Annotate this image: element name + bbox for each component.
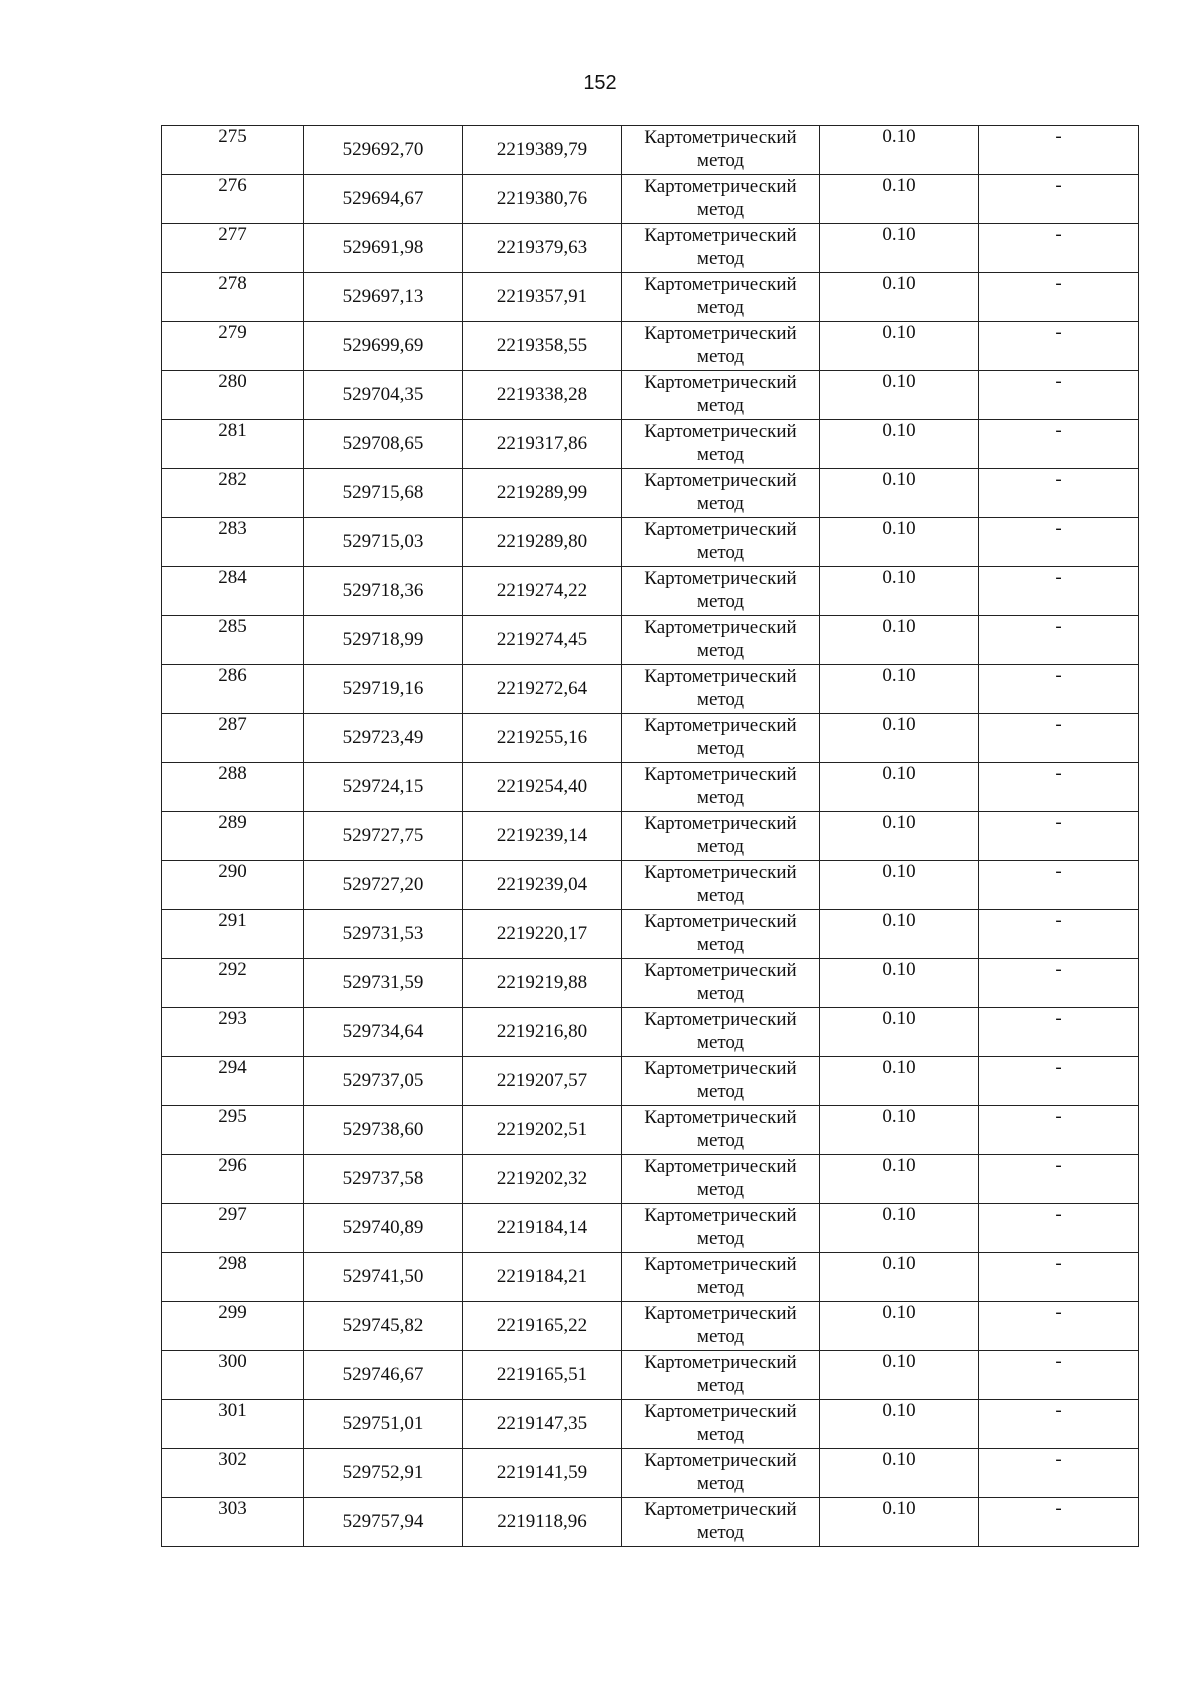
method-line-1: Картометрический	[644, 519, 797, 540]
method-line-2: метод	[696, 199, 745, 220]
point-number-cell: 292	[162, 959, 304, 1008]
method-line-2: метод	[696, 1473, 745, 1494]
method-line-2: метод	[696, 1032, 745, 1053]
note-cell: -	[979, 1449, 1139, 1498]
y-coordinate-cell: 2219358,55	[463, 322, 622, 371]
method-line-1: Картометрический	[644, 1254, 797, 1275]
x-coordinate-cell: 529715,03	[304, 518, 463, 567]
table-row	[162, 1106, 1139, 1155]
y-coordinate-cell: 2219274,45	[463, 616, 622, 665]
x-coordinate-cell: 529737,58	[304, 1155, 463, 1204]
method-cell	[622, 567, 820, 616]
method-line-2: метод	[696, 1081, 745, 1102]
y-coordinate-cell: 2219254,40	[463, 763, 622, 812]
method-line-2: метод	[696, 542, 745, 563]
x-coordinate-cell: 529745,82	[304, 1302, 463, 1351]
point-number-cell: 277	[162, 224, 304, 273]
method-line-2: метод	[696, 150, 745, 171]
method-line-2: метод	[696, 836, 745, 857]
point-number-cell: 283	[162, 518, 304, 567]
note-cell: -	[979, 1008, 1139, 1057]
method-cell	[622, 518, 820, 567]
accuracy-cell: 0.10	[820, 1498, 979, 1547]
x-coordinate-cell: 529694,67	[304, 175, 463, 224]
note-cell: -	[979, 420, 1139, 469]
method-line-1: Картометрический	[644, 1058, 797, 1079]
method-line-2: метод	[696, 1179, 745, 1200]
method-cell	[622, 861, 820, 910]
method-line-1: Картометрический	[644, 127, 797, 148]
accuracy-cell: 0.10	[820, 763, 979, 812]
x-coordinate-cell: 529727,75	[304, 812, 463, 861]
method-cell	[622, 1449, 820, 1498]
x-coordinate-cell: 529723,49	[304, 714, 463, 763]
method-line-1: Картометрический	[644, 1352, 797, 1373]
method-cell	[622, 959, 820, 1008]
table-row	[162, 1302, 1139, 1351]
point-number-cell: 300	[162, 1351, 304, 1400]
x-coordinate-cell: 529692,70	[304, 126, 463, 175]
method-line-1: Картометрический	[644, 1205, 797, 1226]
method-line-2: метод	[696, 738, 745, 759]
point-number-cell: 286	[162, 665, 304, 714]
table-row	[162, 616, 1139, 665]
x-coordinate-cell: 529697,13	[304, 273, 463, 322]
y-coordinate-cell: 2219207,57	[463, 1057, 622, 1106]
y-coordinate-cell: 2219216,80	[463, 1008, 622, 1057]
accuracy-cell: 0.10	[820, 1057, 979, 1106]
method-cell	[622, 322, 820, 371]
method-cell	[622, 1057, 820, 1106]
method-cell	[622, 1400, 820, 1449]
y-coordinate-cell: 2219141,59	[463, 1449, 622, 1498]
point-number-cell: 296	[162, 1155, 304, 1204]
note-cell: -	[979, 812, 1139, 861]
y-coordinate-cell: 2219184,21	[463, 1253, 622, 1302]
method-cell	[622, 1106, 820, 1155]
table-row	[162, 1498, 1139, 1547]
accuracy-cell: 0.10	[820, 1155, 979, 1204]
point-number-cell: 302	[162, 1449, 304, 1498]
y-coordinate-cell: 2219147,35	[463, 1400, 622, 1449]
method-line-2: метод	[696, 885, 745, 906]
x-coordinate-cell: 529731,59	[304, 959, 463, 1008]
method-cell	[622, 1498, 820, 1547]
table-row	[162, 1400, 1139, 1449]
note-cell: -	[979, 1155, 1139, 1204]
y-coordinate-cell: 2219239,04	[463, 861, 622, 910]
method-line-1: Картометрический	[644, 372, 797, 393]
note-cell: -	[979, 1204, 1139, 1253]
table-row	[162, 175, 1139, 224]
accuracy-cell: 0.10	[820, 1351, 979, 1400]
table-row	[162, 1449, 1139, 1498]
method-line-1: Картометрический	[644, 617, 797, 638]
method-line-2: метод	[696, 934, 745, 955]
accuracy-cell: 0.10	[820, 1008, 979, 1057]
x-coordinate-cell: 529731,53	[304, 910, 463, 959]
table-row	[162, 224, 1139, 273]
method-line-1: Картометрический	[644, 225, 797, 246]
point-number-cell: 279	[162, 322, 304, 371]
point-number-cell: 280	[162, 371, 304, 420]
method-line-2: метод	[696, 346, 745, 367]
method-cell	[622, 1351, 820, 1400]
x-coordinate-cell: 529724,15	[304, 763, 463, 812]
accuracy-cell: 0.10	[820, 1302, 979, 1351]
method-cell	[622, 1204, 820, 1253]
coordinates-table	[161, 125, 1139, 1547]
method-cell	[622, 665, 820, 714]
accuracy-cell: 0.10	[820, 371, 979, 420]
method-line-2: метод	[696, 493, 745, 514]
point-number-cell: 287	[162, 714, 304, 763]
method-cell	[622, 469, 820, 518]
x-coordinate-cell: 529715,68	[304, 469, 463, 518]
table-row	[162, 1008, 1139, 1057]
point-number-cell: 278	[162, 273, 304, 322]
note-cell: -	[979, 1057, 1139, 1106]
note-cell: -	[979, 175, 1139, 224]
accuracy-cell: 0.10	[820, 420, 979, 469]
method-line-1: Картометрический	[644, 274, 797, 295]
x-coordinate-cell: 529752,91	[304, 1449, 463, 1498]
note-cell: -	[979, 1498, 1139, 1547]
table-row	[162, 273, 1139, 322]
point-number-cell: 282	[162, 469, 304, 518]
table-row	[162, 1253, 1139, 1302]
table-row	[162, 812, 1139, 861]
y-coordinate-cell: 2219255,16	[463, 714, 622, 763]
x-coordinate-cell: 529719,16	[304, 665, 463, 714]
accuracy-cell: 0.10	[820, 959, 979, 1008]
note-cell: -	[979, 959, 1139, 1008]
method-line-1: Картометрический	[644, 176, 797, 197]
table-row	[162, 420, 1139, 469]
table-row	[162, 763, 1139, 812]
y-coordinate-cell: 2219202,32	[463, 1155, 622, 1204]
y-coordinate-cell: 2219274,22	[463, 567, 622, 616]
x-coordinate-cell: 529746,67	[304, 1351, 463, 1400]
y-coordinate-cell: 2219317,86	[463, 420, 622, 469]
note-cell: -	[979, 763, 1139, 812]
y-coordinate-cell: 2219220,17	[463, 910, 622, 959]
method-cell	[622, 1155, 820, 1204]
method-line-2: метод	[696, 1375, 745, 1396]
table-row	[162, 1204, 1139, 1253]
method-cell	[622, 224, 820, 273]
method-line-2: метод	[696, 297, 745, 318]
method-line-2: метод	[696, 1130, 745, 1151]
accuracy-cell: 0.10	[820, 224, 979, 273]
x-coordinate-cell: 529708,65	[304, 420, 463, 469]
y-coordinate-cell: 2219389,79	[463, 126, 622, 175]
method-line-1: Картометрический	[644, 1401, 797, 1422]
method-line-2: метод	[696, 591, 745, 612]
y-coordinate-cell: 2219219,88	[463, 959, 622, 1008]
point-number-cell: 298	[162, 1253, 304, 1302]
note-cell: -	[979, 910, 1139, 959]
y-coordinate-cell: 2219202,51	[463, 1106, 622, 1155]
table-row	[162, 861, 1139, 910]
method-cell	[622, 126, 820, 175]
method-cell	[622, 371, 820, 420]
method-line-1: Картометрический	[644, 666, 797, 687]
table-row	[162, 959, 1139, 1008]
point-number-cell: 299	[162, 1302, 304, 1351]
accuracy-cell: 0.10	[820, 616, 979, 665]
x-coordinate-cell: 529738,60	[304, 1106, 463, 1155]
method-line-1: Картометрический	[644, 1009, 797, 1030]
method-line-2: метод	[696, 395, 745, 416]
y-coordinate-cell: 2219272,64	[463, 665, 622, 714]
y-coordinate-cell: 2219165,22	[463, 1302, 622, 1351]
note-cell: -	[979, 1253, 1139, 1302]
accuracy-cell: 0.10	[820, 861, 979, 910]
point-number-cell: 284	[162, 567, 304, 616]
y-coordinate-cell: 2219379,63	[463, 224, 622, 273]
point-number-cell: 297	[162, 1204, 304, 1253]
x-coordinate-cell: 529699,69	[304, 322, 463, 371]
method-line-1: Картометрический	[644, 764, 797, 785]
y-coordinate-cell: 2219239,14	[463, 812, 622, 861]
method-cell	[622, 763, 820, 812]
note-cell: -	[979, 861, 1139, 910]
accuracy-cell: 0.10	[820, 322, 979, 371]
point-number-cell: 291	[162, 910, 304, 959]
y-coordinate-cell: 2219380,76	[463, 175, 622, 224]
method-line-1: Картометрический	[644, 960, 797, 981]
method-cell	[622, 1253, 820, 1302]
note-cell: -	[979, 273, 1139, 322]
note-cell: -	[979, 1351, 1139, 1400]
x-coordinate-cell: 529718,36	[304, 567, 463, 616]
x-coordinate-cell: 529727,20	[304, 861, 463, 910]
note-cell: -	[979, 126, 1139, 175]
table-row	[162, 469, 1139, 518]
y-coordinate-cell: 2219165,51	[463, 1351, 622, 1400]
method-line-1: Картометрический	[644, 813, 797, 834]
method-cell	[622, 910, 820, 959]
point-number-cell: 289	[162, 812, 304, 861]
point-number-cell: 276	[162, 175, 304, 224]
accuracy-cell: 0.10	[820, 1449, 979, 1498]
method-line-1: Картометрический	[644, 421, 797, 442]
point-number-cell: 288	[162, 763, 304, 812]
note-cell: -	[979, 322, 1139, 371]
point-number-cell: 294	[162, 1057, 304, 1106]
x-coordinate-cell: 529740,89	[304, 1204, 463, 1253]
x-coordinate-cell: 529751,01	[304, 1400, 463, 1449]
note-cell: -	[979, 567, 1139, 616]
point-number-cell: 290	[162, 861, 304, 910]
method-line-1: Картометрический	[644, 1107, 797, 1128]
table-row	[162, 910, 1139, 959]
method-line-2: метод	[696, 1277, 745, 1298]
accuracy-cell: 0.10	[820, 812, 979, 861]
method-line-1: Картометрический	[644, 470, 797, 491]
method-cell	[622, 420, 820, 469]
note-cell: -	[979, 371, 1139, 420]
page-number: 152	[583, 72, 617, 94]
table-row	[162, 1351, 1139, 1400]
method-line-1: Картометрический	[644, 911, 797, 932]
y-coordinate-cell: 2219357,91	[463, 273, 622, 322]
table-row	[162, 1057, 1139, 1106]
table-row	[162, 371, 1139, 420]
method-line-2: метод	[696, 689, 745, 710]
method-line-2: метод	[696, 1424, 745, 1445]
accuracy-cell: 0.10	[820, 714, 979, 763]
point-number-cell: 275	[162, 126, 304, 175]
x-coordinate-cell: 529734,64	[304, 1008, 463, 1057]
accuracy-cell: 0.10	[820, 1106, 979, 1155]
method-cell	[622, 273, 820, 322]
point-number-cell: 293	[162, 1008, 304, 1057]
table-row	[162, 126, 1139, 175]
y-coordinate-cell: 2219118,96	[463, 1498, 622, 1547]
accuracy-cell: 0.10	[820, 665, 979, 714]
accuracy-cell: 0.10	[820, 126, 979, 175]
note-cell: -	[979, 665, 1139, 714]
accuracy-cell: 0.10	[820, 273, 979, 322]
x-coordinate-cell: 529741,50	[304, 1253, 463, 1302]
point-number-cell: 303	[162, 1498, 304, 1547]
accuracy-cell: 0.10	[820, 910, 979, 959]
note-cell: -	[979, 1302, 1139, 1351]
method-cell	[622, 616, 820, 665]
method-cell	[622, 1008, 820, 1057]
method-line-1: Картометрический	[644, 1303, 797, 1324]
note-cell: -	[979, 1400, 1139, 1449]
accuracy-cell: 0.10	[820, 1400, 979, 1449]
note-cell: -	[979, 616, 1139, 665]
method-line-1: Картометрический	[644, 715, 797, 736]
table-row	[162, 567, 1139, 616]
note-cell: -	[979, 714, 1139, 763]
method-line-2: метод	[696, 983, 745, 1004]
note-cell: -	[979, 518, 1139, 567]
table-row	[162, 1155, 1139, 1204]
point-number-cell: 285	[162, 616, 304, 665]
note-cell: -	[979, 224, 1139, 273]
x-coordinate-cell: 529737,05	[304, 1057, 463, 1106]
x-coordinate-cell: 529757,94	[304, 1498, 463, 1547]
note-cell: -	[979, 1106, 1139, 1155]
x-coordinate-cell: 529704,35	[304, 371, 463, 420]
method-cell	[622, 175, 820, 224]
table-row	[162, 665, 1139, 714]
method-line-1: Картометрический	[644, 862, 797, 883]
method-line-1: Картометрический	[644, 1156, 797, 1177]
method-line-2: метод	[696, 1522, 745, 1543]
table-body	[162, 126, 1139, 1547]
y-coordinate-cell: 2219338,28	[463, 371, 622, 420]
accuracy-cell: 0.10	[820, 469, 979, 518]
y-coordinate-cell: 2219289,99	[463, 469, 622, 518]
y-coordinate-cell: 2219289,80	[463, 518, 622, 567]
accuracy-cell: 0.10	[820, 567, 979, 616]
point-number-cell: 301	[162, 1400, 304, 1449]
method-line-2: метод	[696, 640, 745, 661]
point-number-cell: 281	[162, 420, 304, 469]
method-cell	[622, 714, 820, 763]
accuracy-cell: 0.10	[820, 175, 979, 224]
point-number-cell: 295	[162, 1106, 304, 1155]
method-line-2: метод	[696, 787, 745, 808]
note-cell: -	[979, 469, 1139, 518]
method-cell	[622, 1302, 820, 1351]
method-cell	[622, 812, 820, 861]
method-line-2: метод	[696, 444, 745, 465]
table-row	[162, 322, 1139, 371]
y-coordinate-cell: 2219184,14	[463, 1204, 622, 1253]
table-row	[162, 518, 1139, 567]
method-line-2: метод	[696, 1326, 745, 1347]
accuracy-cell: 0.10	[820, 518, 979, 567]
x-coordinate-cell: 529718,99	[304, 616, 463, 665]
method-line-1: Картометрический	[644, 1499, 797, 1520]
method-line-1: Картометрический	[644, 568, 797, 589]
method-line-1: Картометрический	[644, 1450, 797, 1471]
method-line-2: метод	[696, 1228, 745, 1249]
table-row	[162, 714, 1139, 763]
method-line-1: Картометрический	[644, 323, 797, 344]
method-line-2: метод	[696, 248, 745, 269]
accuracy-cell: 0.10	[820, 1253, 979, 1302]
accuracy-cell: 0.10	[820, 1204, 979, 1253]
x-coordinate-cell: 529691,98	[304, 224, 463, 273]
